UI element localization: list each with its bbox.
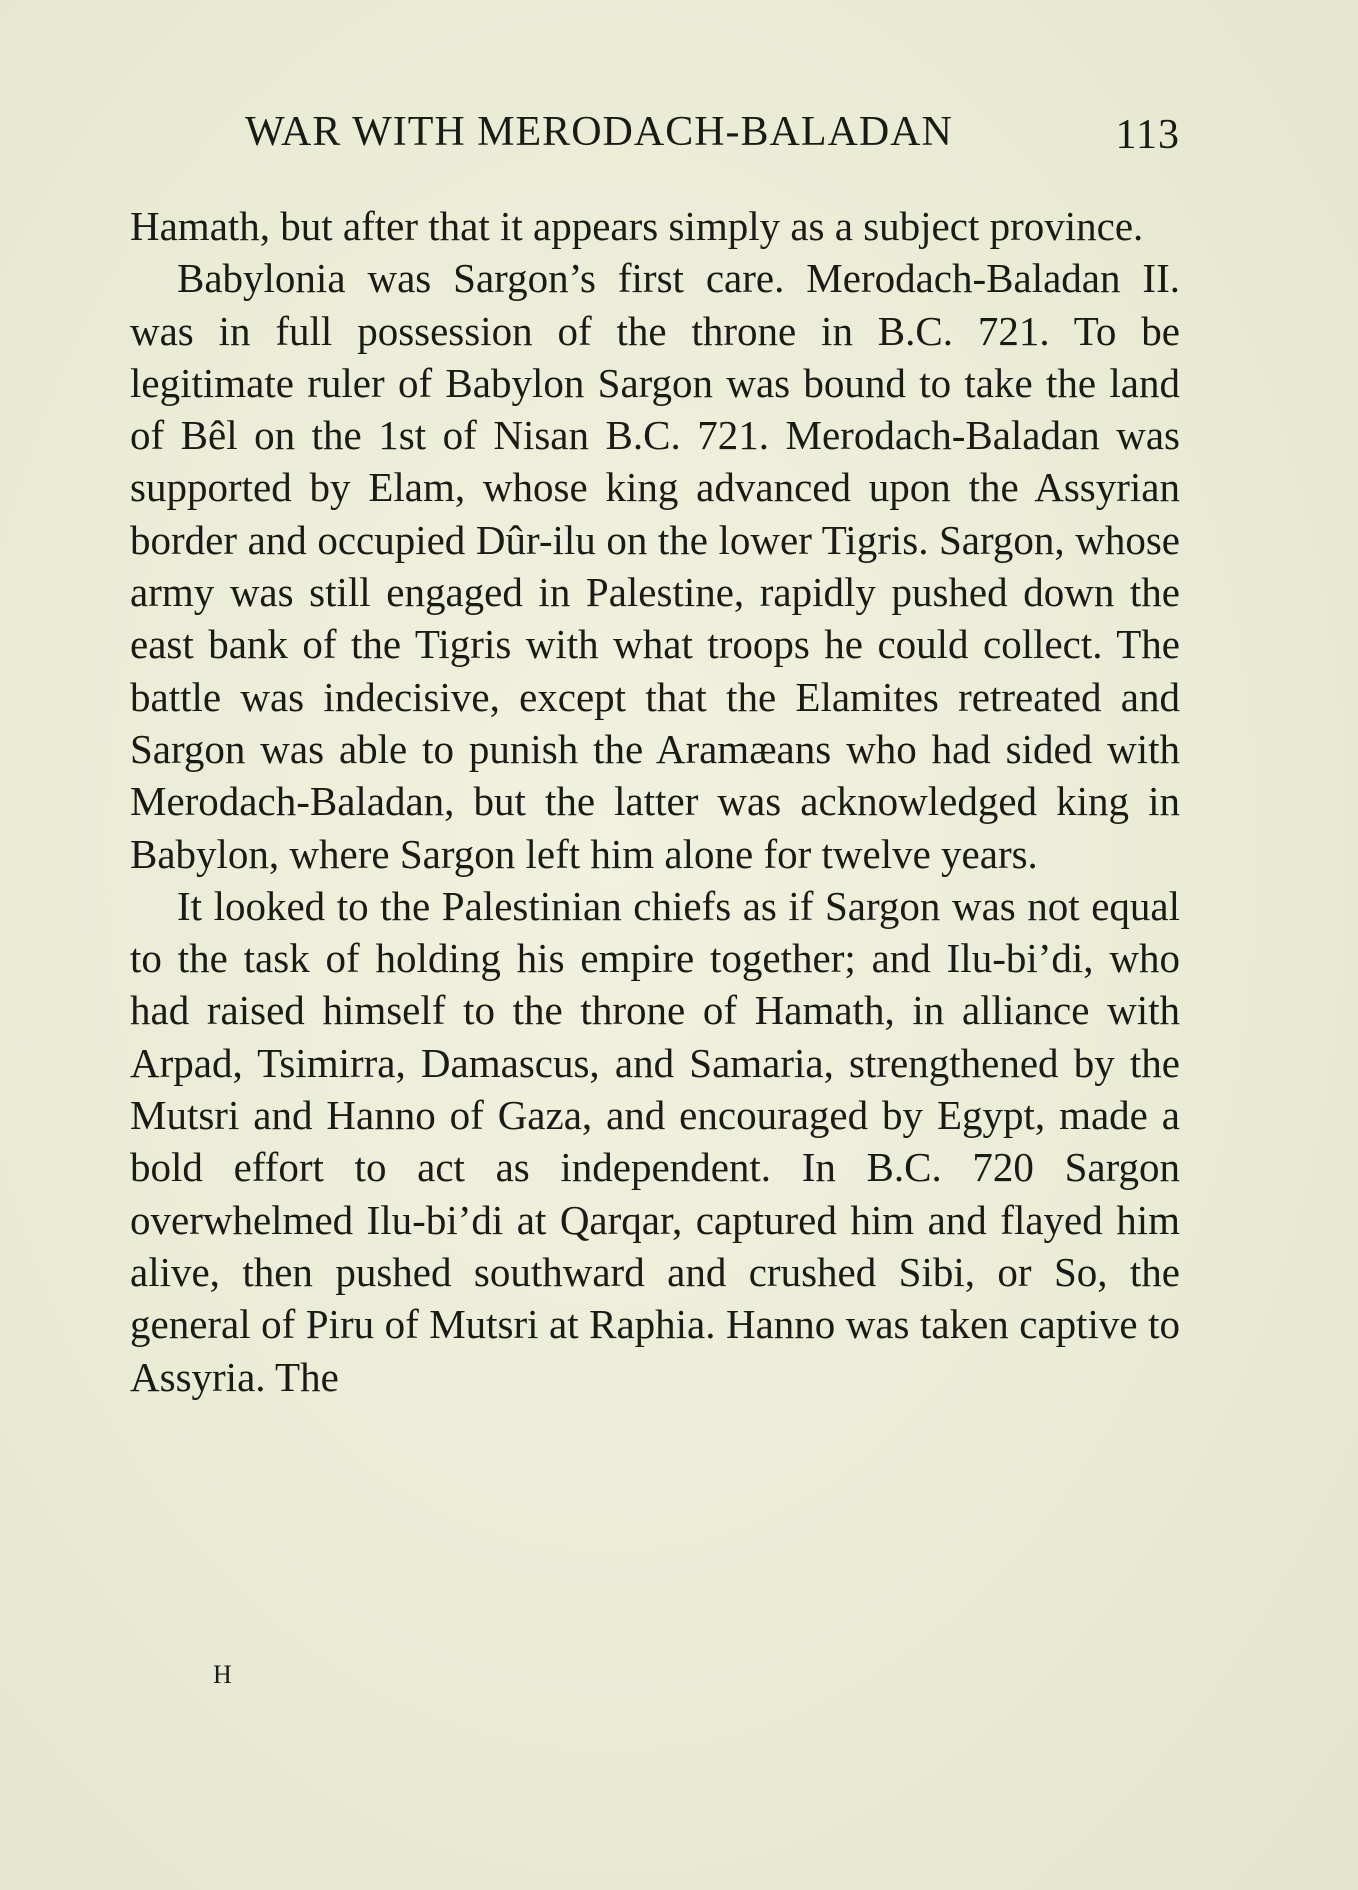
chapter-title: WAR WITH MERODACH-BALADAN [245, 109, 953, 155]
paragraph-palestinian-chiefs: It looked to the Palestinian chiefs as if Sargon was not equal to the task of holding his empire together; and Ilu-bi’di, who had raised himself to the throne of Hamath, in alliance with Arpad, Tsimirra, Damascus, and Samaria, strengthened by the Mutsri and Hanno of Gaza, and encouraged by Egypt, made a bold effort to act as independent. In B.C. 720 Sargon overwhelmed Ilu-bi’di at Qarqar, captured him and flayed him alive, then pushed southward and crushed Sibi, or So, the general of Piru of Mutsri at Raphia. Hanno was taken captive to Assyria. The [130, 882, 1180, 1400]
running-head [130, 108, 1180, 168]
paragraph-continued: Hamath, but after that it appears simply as a subject province. [130, 203, 1144, 249]
signature-mark: H [213, 1660, 233, 1689]
paragraph-babylonia: Babylonia was Sargon’s first care. Merodach-Baladan II. was in full possession of the throne in B.C. 721. To be legitimate ruler of Babylon Sargon was bound to take the land of Bêl on the 1st of Nisan B.C. 721. Merodach-Baladan was supported by Elam, whose king advanced upon the Assyrian border and occupied Dûr-ilu on the lower Tigris. Sargon, whose army was still engaged in Palestine, rapidly pushed down the east bank of the Tigris with what troops he could collect. The battle was indecisive, except that the Elamites retreated and Sargon was able to punish the Aramæans who had sided with Merodach-Baladan, but the latter was acknowledged king in Babylon, where Sargon left him alone for twelve years. [130, 255, 1180, 877]
body-text [130, 200, 1180, 1403]
page-number: 113 [1115, 112, 1180, 158]
